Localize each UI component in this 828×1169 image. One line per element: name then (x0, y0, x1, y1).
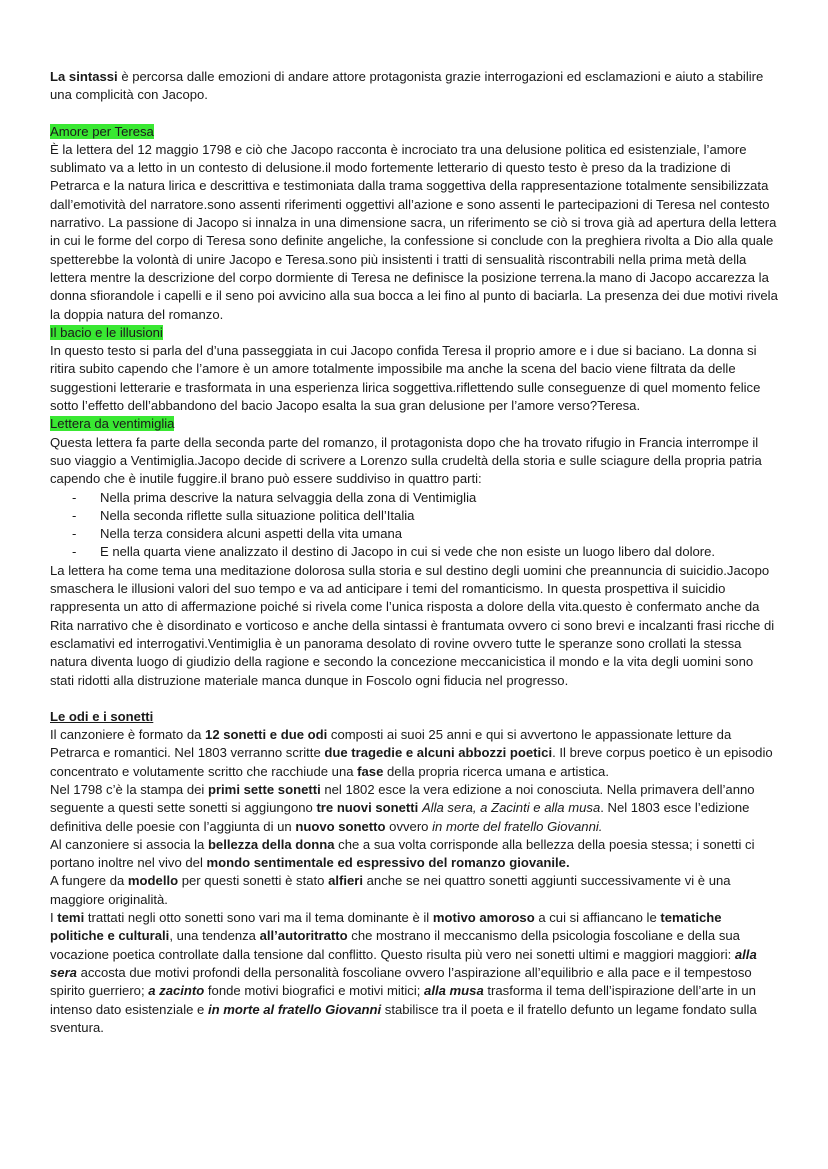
ventimiglia-parts-list (50, 489, 778, 562)
list-item: - Nella prima descrive la natura selvaggia della zona di Ventimiglia (50, 489, 778, 507)
heading-amore: Amore per Teresa (50, 123, 154, 139)
heading-ventimiglia: Lettera da ventimiglia (50, 416, 175, 432)
bacio-paragraph: In questo testo si parla del d’una passeggiata in cui Jacopo confida Teresa il proprio amore e i due si baciano. La donna si ritira subito capendo che l’amore è un amore totalmente impossibile ma anche la scena del bacio viene filtrata da delle suggestioni letterarie e trasformata in una esperienza lirica soggettiva.riflettendo sulle conseguenze di quel momento felice sotto l’effetto dell’abbandono del bacio Jacopo esalta la sua gran delusione per l’amore verso?Teresa. (50, 343, 761, 414)
odi-paragraph-1: Il canzoniere è formato da 12 sonetti e due odi composti ai suoi 25 anni e qui si avvertono le appassionate letture da Petrarca e romantici. Nel 1803 verranno scritte due tragedie e alcuni abbozzi poetici. Il breve corpus poetico è un episodio concentrato e volutamente scritto che racchiude una fase della propria ricerca umana e artistica. (50, 727, 773, 779)
odi-paragraph-3: Al canzoniere si associa la bellezza della donna che a sua volta corrisponde alla bellezza della poesia stessa; i sonetti ci portano inoltre nel vivo del mondo sentimentale ed espressivo del romanzo giovanile. (50, 836, 755, 871)
list-item: - Nella seconda riflette sulla situazione politica dell’Italia (50, 507, 778, 525)
heading-bacio: Il bacio e le illusioni (50, 324, 163, 340)
ventimiglia-paragraph: La lettera ha come tema una meditazione dolorosa sulla storia e sul destino degli uomini che preannuncia di suicidio.Jacopo smaschera le illusioni valori del suo tempo e va ad anticipare i temi del romanticismo. In questa prospettiva il suicidio rappresenta un atto di affermazione poiché si rivela come l’unica risposta a dolore della vita.questo è confermato anche da Rita narrativo che è disordinato e vorticoso e anche della sintassi è frantumata ovvero ci sono brevi e incalzanti frasi ricche di esclamativi ed interrogativi.Ventimiglia è un panorama desolato di rovine ovvero tutte le speranze sono crollati la stessa natura diventa luogo di giudizio della ragione e secondo la concezione meccanicistica il mondo e la vita degli uomini sono stati ridotti alla distruzione materiale manca dunque in Foscolo ogni fiducia nel progresso. (50, 562, 775, 688)
odi-paragraph-5: I temi trattati negli otto sonetti sono vari ma il tema dominante è il motivo amoroso a cui si affiancano le tematiche politiche e culturali, una tendenza all’autoritratto che mostrano il meccanismo della psicologia foscoliane e della sua vocazione poetica controllate dalla tensione dal conflitto. Questo risulta più vero nei sonetti ultimi e maggiori maggiori: alla sera accosta due motivi profondi della personalità foscoliane ovvero l’aspirazione all’equilibrio e alla pace e il tempestoso spirito guerriero; a zacinto fonde motivi biografici e motivi mitici; alla musa trasforma il tema dell’ispirazione dell’arte in un intenso dato esistenziale e in morte al fratello Giovanni stabilisce tra il poeta e il fratello defunto un legame fondato sulla sventura. (50, 910, 757, 1035)
intro-bold: La sintassi (50, 69, 118, 84)
odi-paragraph-4: A fungere da modello per questi sonetti è stato alfieri anche se nei quattro sonetti aggiunti successivamente vi è una maggiore originalità. (50, 873, 731, 907)
list-item: - E nella quarta viene analizzato il destino di Jacopo in cui si vede che non esiste un luogo libero dal dolore. (50, 543, 778, 561)
amore-paragraph: È la lettera del 12 maggio 1798 e ciò che Jacopo racconta è incrociato tra una delusione politica ed esistenziale, l’amore sublimato va a letto in un contesto di delusione.il modo fortemente letterario di questo testo è preso da la tradizione di Petrarca e la natura lirica e descrittiva e testimoniata dalla trama soggettiva della rappresentazione totalmente sensibilizzata dall’emotività del narratore.sono assenti riferimenti oggettivi all’azione e sono assenti le partecipazioni di Teresa nel contesto narrativo. La passione di Jacopo si innalza in una dimensione sacra, un riferimento se ciò si trova già ad apertura della lettera in cui le forme del corpo di Teresa sono definite angeliche, la confessione si conclude con la preghiera rivolta a Dio alla quale spetterebbe la volontà di unire Jacopo e Teresa.sono più insistenti i tratti di sensualità riscontrabili nella prima metà della lettera mentre la descrizione del corpo dormiente di Teresa ne definisce la posizione terrena.la mano di Jacopo accarezza la donna sfiorandole i capelli e il seno poi avvicino alla sua bocca a lei fino al punto di baciarla. La presenza dei due motivi rivela la doppia natura del romanzo. (50, 141, 778, 322)
heading-odi-sonetti: Le odi e i sonetti (50, 708, 154, 724)
list-item: - Nella terza considera alcuni aspetti della vita umana (50, 525, 778, 543)
intro-paragraph: La sintassi è percorsa dalle emozioni di andare attore protagonista grazie interrogazioni ed esclamazioni e aiuto a stabilire una complicità con Jacopo. (50, 69, 764, 103)
odi-paragraph-2: Nel 1798 c’è la stampa dei primi sette sonetti nel 1802 esce la vera edizione a noi conosciuta. Nella primavera dell’anno seguente a questi sette sonetti si aggiungono tre nuovi sonetti Alla sera, a Zacinti e alla musa. Nel 1803 esce l’edizione definitiva delle poesie con l’aggiunta di un nuovo sonetto ovvero in morte del fratello Giovanni. (50, 781, 755, 834)
ventimiglia-intro: Questa lettera fa parte della seconda parte del romanzo, il protagonista dopo che ha trovato rifugio in Francia interrompe il suo viaggio a Ventimiglia.Jacopo decide di scrivere a Lorenzo sulla crudeltà della storia e sulle sciagure della propria patria capendo che è inutile fuggire.il brano può essere suddiviso in quattro parti: (50, 434, 762, 487)
